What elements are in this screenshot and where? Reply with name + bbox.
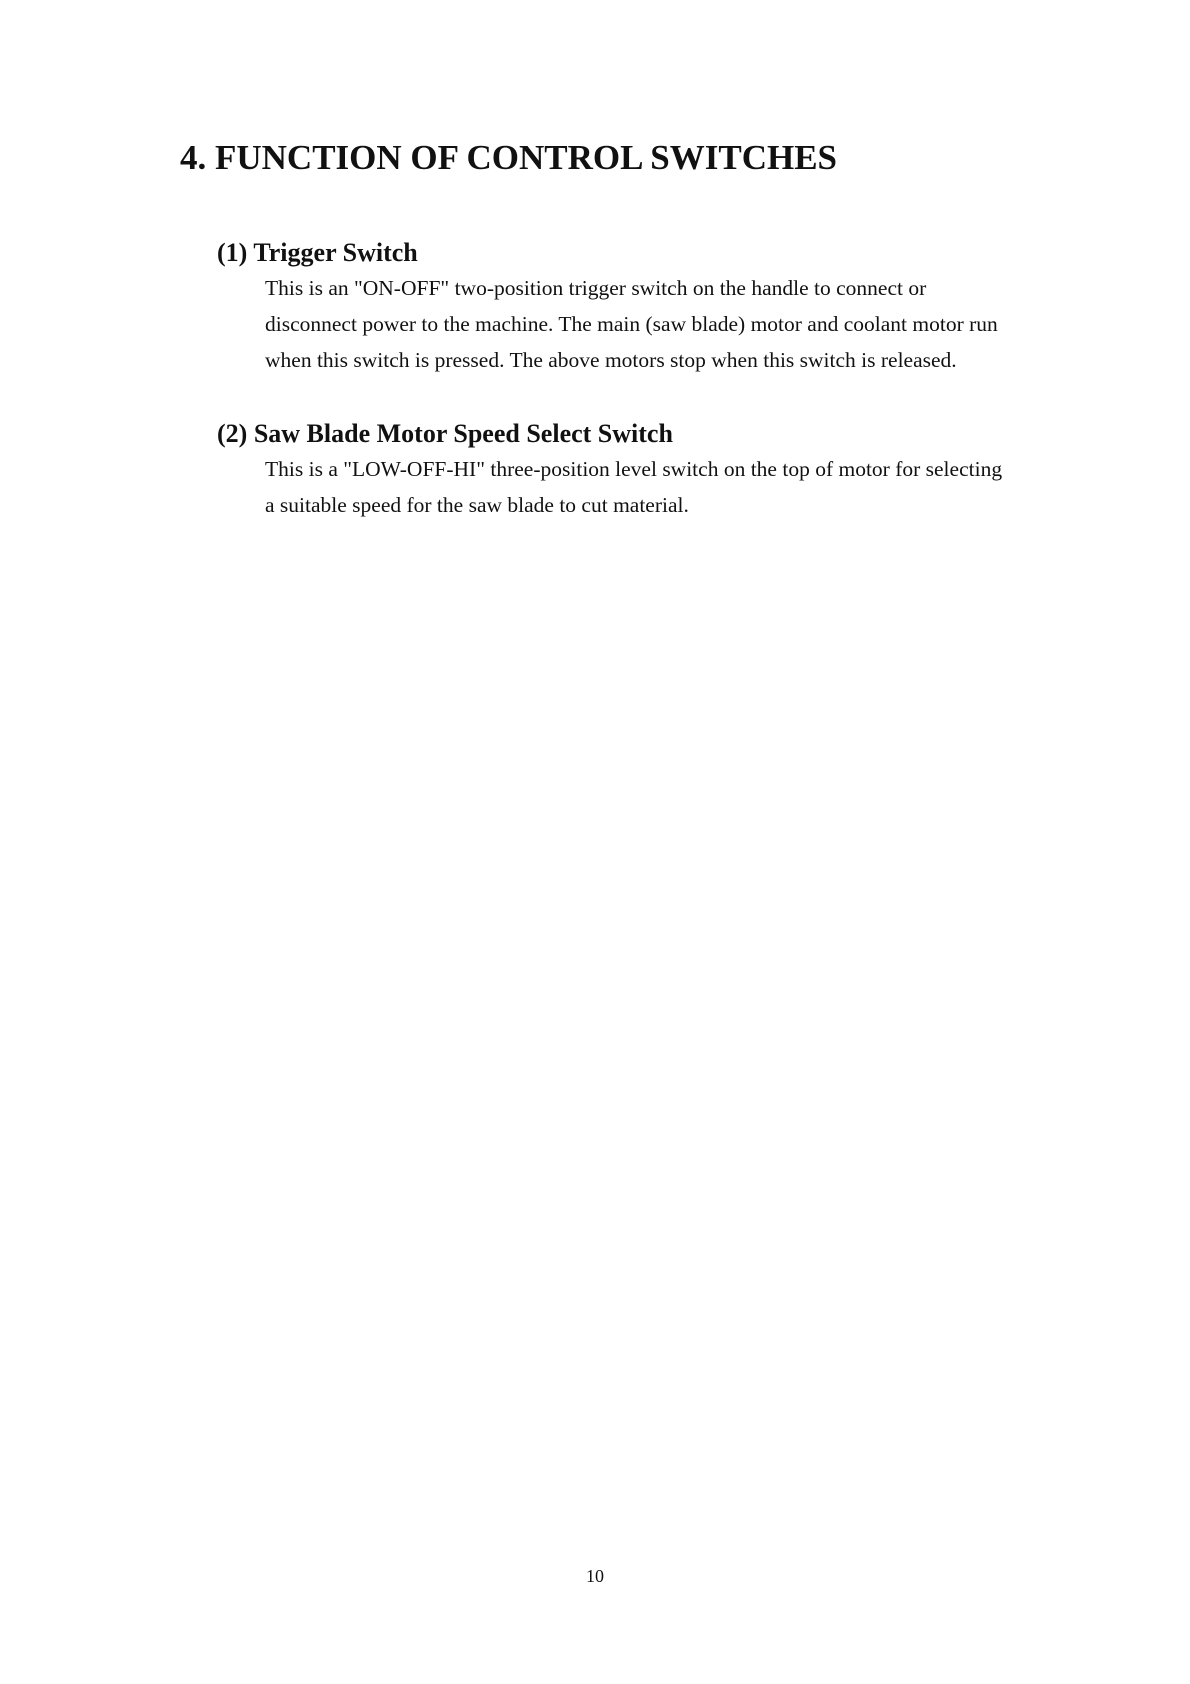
section-speed-select-switch xyxy=(217,417,1117,523)
section-body xyxy=(265,270,1125,378)
body-line: This is a "LOW-OFF-HI" three-position level switch on the top of motor for selecting xyxy=(265,457,1003,481)
body-line: when this switch is pressed. The above motors stop when this switch is released. xyxy=(265,348,957,372)
body-line: a suitable speed for the saw blade to cut material. xyxy=(265,493,689,517)
body-line: This is an "ON-OFF" two-position trigger switch on the handle to connect or xyxy=(265,276,927,300)
section-trigger-switch xyxy=(217,236,1117,378)
section-body xyxy=(265,451,1125,523)
body-line: disconnect power to the machine. The main (saw blade) motor and coolant motor run xyxy=(265,312,998,336)
section-heading: (2) Saw Blade Motor Speed Select Switch xyxy=(217,419,673,448)
page-number: 10 xyxy=(586,1566,604,1586)
page-title: 4. FUNCTION OF CONTROL SWITCHES xyxy=(180,138,838,177)
section-heading: (1) Trigger Switch xyxy=(217,238,418,267)
